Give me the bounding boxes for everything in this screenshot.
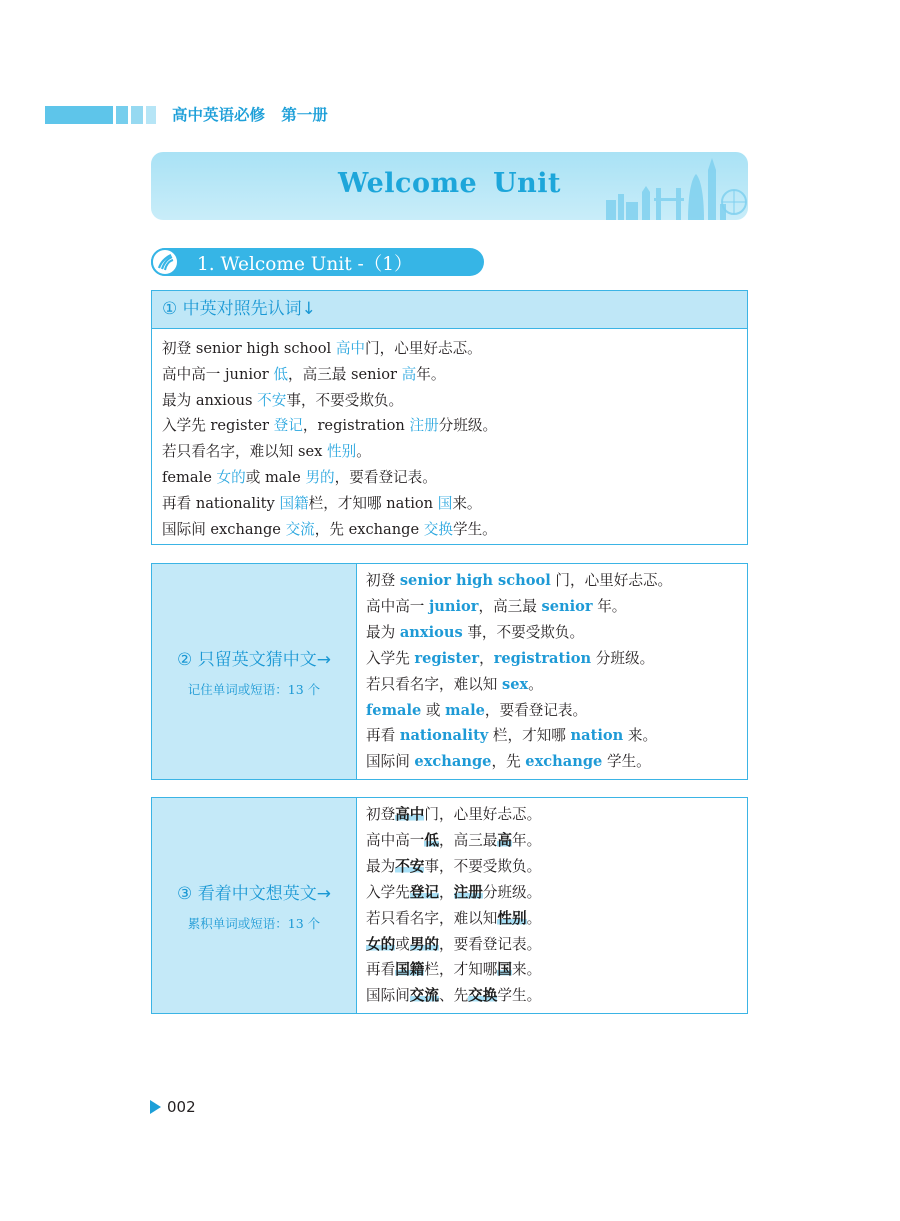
plain-text: 若只看名字，难以知 xyxy=(366,909,498,927)
text-line xyxy=(366,723,747,749)
chinese-only-box xyxy=(151,797,748,1014)
text-line xyxy=(162,491,747,517)
chinese-meaning: 交换 xyxy=(423,520,453,538)
box2-title: ② 只留英文猜中文→ xyxy=(177,650,331,670)
text-line xyxy=(162,439,747,465)
highlighted-keyword: 国籍 xyxy=(395,961,425,979)
plain-text: ，先 exchange xyxy=(314,520,424,538)
plain-text: 栏，才知哪 xyxy=(424,961,498,979)
plain-text: 栏，才知哪 nation xyxy=(308,494,438,512)
plain-text: ，高三最 senior xyxy=(288,365,402,383)
highlighted-keyword: 注册 xyxy=(453,883,483,901)
chinese-meaning: 登记 xyxy=(273,417,303,435)
plain-text: female xyxy=(162,468,217,486)
plain-text: 分班级。 xyxy=(438,417,498,435)
text-line xyxy=(366,568,747,594)
english-keyword: senior high school xyxy=(399,572,551,589)
box3-title: ③ 看着中文想英文→ xyxy=(177,884,331,904)
highlighted-keyword: 高 xyxy=(497,831,512,849)
plain-text: 。 xyxy=(526,909,542,927)
text-line xyxy=(162,413,747,439)
plain-text: ，高三最 xyxy=(478,597,542,615)
chinese-meaning: 低 xyxy=(273,365,289,383)
highlighted-keyword: 女的 xyxy=(366,935,396,953)
text-line xyxy=(162,517,747,543)
plain-text: 分班级。 xyxy=(591,649,655,667)
plain-text: 高中高一 xyxy=(366,597,430,615)
plain-text: ，registration xyxy=(302,417,410,435)
plain-text: 年。 xyxy=(512,831,542,849)
highlighted-keyword: 交流 xyxy=(409,987,439,1005)
box1-lines xyxy=(152,329,747,542)
plain-text: 初登 xyxy=(366,572,400,589)
chinese-meaning: 注册 xyxy=(409,417,439,435)
plain-text: 国际间 xyxy=(366,753,415,771)
plain-text: 学生。 xyxy=(602,753,651,771)
chinese-meaning: 国籍 xyxy=(279,494,309,512)
plain-text: ，要看登记表。 xyxy=(334,468,437,486)
text-line xyxy=(366,698,747,724)
chinese-meaning: 性别 xyxy=(326,443,357,461)
plain-text: 门，心里好忐忑。 xyxy=(550,572,673,589)
highlighted-keyword: 性别 xyxy=(497,909,527,927)
plain-text: 再看 xyxy=(366,961,396,979)
plain-text: 栏，才知哪 xyxy=(488,727,571,745)
plain-text: 事，不要受欺负。 xyxy=(286,391,404,409)
english-keyword: sex xyxy=(501,675,529,693)
english-keyword: female xyxy=(366,701,422,719)
plain-text: ，要看登记表。 xyxy=(439,935,542,953)
english-keyword: senior xyxy=(541,597,593,615)
plain-text: 最为 anxious xyxy=(162,391,258,409)
plain-text: ， xyxy=(439,883,454,901)
page-number-text: 002 xyxy=(167,1098,196,1116)
plain-text: 年。 xyxy=(592,597,627,615)
text-line xyxy=(162,465,747,491)
plain-text: 国际间 xyxy=(366,987,410,1005)
chinese-meaning: 高中 xyxy=(335,340,366,357)
text-line xyxy=(366,749,747,775)
plain-text: 国际间 exchange xyxy=(162,520,286,538)
chinese-meaning: 女的 xyxy=(216,468,246,486)
text-line xyxy=(366,620,747,646)
text-line xyxy=(366,594,747,620)
book-title: 高中英语必修 第一册 xyxy=(172,106,328,124)
chinese-meaning: 交流 xyxy=(285,520,315,538)
plain-text: 高中高一 xyxy=(366,831,425,849)
box1-heading: ① 中英对照先认词↓ xyxy=(152,291,747,329)
plain-text: 或 male xyxy=(245,468,306,486)
chinese-meaning: 不安 xyxy=(257,391,287,409)
section-heading xyxy=(151,248,484,276)
plain-text: 门，心里好忐忑。 xyxy=(424,806,542,823)
plain-text: ，高三最 xyxy=(439,831,498,849)
section-label: 1. Welcome Unit -（1） xyxy=(197,254,413,275)
text-line xyxy=(366,854,747,880)
plain-text: 学生。 xyxy=(452,520,497,538)
chinese-meaning: 男的 xyxy=(305,468,335,486)
pen-icon xyxy=(151,248,179,276)
english-only-box xyxy=(151,563,748,780)
text-line xyxy=(366,880,747,906)
plain-text: 事，不要受欺负。 xyxy=(462,623,585,641)
text-line xyxy=(366,828,747,854)
english-keyword: junior xyxy=(429,597,479,615)
triangle-arrow-icon xyxy=(150,1100,161,1114)
english-keyword: exchange xyxy=(525,753,603,771)
plain-text: 入学先 xyxy=(366,883,410,901)
plain-text: 或 xyxy=(421,701,446,719)
plain-text: 若只看名字，难以知 sex xyxy=(162,443,327,461)
highlighted-keyword: 国 xyxy=(497,961,512,979)
unit-banner xyxy=(151,152,748,220)
box2-label-panel xyxy=(152,564,357,779)
plain-text: ， xyxy=(479,649,494,667)
page-number xyxy=(150,1098,196,1116)
plain-text: 或 xyxy=(395,935,410,953)
highlighted-keyword: 不安 xyxy=(395,857,425,875)
plain-text: 初登 senior high school xyxy=(162,340,336,357)
box3-subtitle: 累积单词或短语：13 个 xyxy=(187,916,321,931)
plain-text: 高中高一 junior xyxy=(162,365,274,383)
english-keyword: male xyxy=(445,701,485,719)
text-line xyxy=(366,983,747,1009)
plain-text: 事，不要受欺负。 xyxy=(424,857,542,875)
highlighted-keyword: 低 xyxy=(424,831,439,849)
plain-text: 学生。 xyxy=(497,987,542,1005)
plain-text: 入学先 register xyxy=(162,417,274,435)
plain-text: 来。 xyxy=(512,961,542,979)
box3-label-panel xyxy=(152,798,357,1013)
plain-text: 最为 xyxy=(366,857,396,875)
unit-title: Welcome Unit xyxy=(337,168,562,199)
plain-text: 来。 xyxy=(623,727,658,745)
english-keyword: anxious xyxy=(399,623,463,641)
box3-lines xyxy=(357,798,747,1013)
london-skyline-illustration xyxy=(598,152,748,220)
plain-text: 来。 xyxy=(452,494,482,512)
plain-text: 最为 xyxy=(366,623,400,641)
plain-text: 再看 xyxy=(366,727,400,745)
plain-text: 。 xyxy=(356,443,371,461)
plain-text: 年。 xyxy=(416,365,446,383)
plain-text: 、先 xyxy=(439,987,469,1005)
text-line xyxy=(366,957,747,983)
highlighted-keyword: 交换 xyxy=(468,987,498,1005)
english-keyword: nation xyxy=(570,727,624,745)
plain-text: 初登 xyxy=(366,806,396,823)
bilingual-vocab-box xyxy=(151,290,748,545)
english-keyword: exchange xyxy=(414,753,492,771)
plain-text: 。 xyxy=(528,675,543,693)
plain-text: 分班级。 xyxy=(482,883,542,901)
text-line xyxy=(366,802,747,828)
english-keyword: register xyxy=(414,649,480,667)
text-line xyxy=(366,906,747,932)
text-line xyxy=(366,672,747,698)
plain-text: ，要看登记表。 xyxy=(484,701,588,719)
text-line xyxy=(366,932,747,958)
plain-text: 门，心里好忐忑。 xyxy=(365,340,482,357)
chinese-meaning: 高 xyxy=(401,365,417,383)
chinese-meaning: 国 xyxy=(437,494,453,512)
text-line xyxy=(162,388,747,414)
text-line xyxy=(162,336,747,362)
plain-text: ，先 xyxy=(491,753,526,771)
highlighted-keyword: 高中 xyxy=(395,806,425,823)
text-line xyxy=(366,646,747,672)
english-keyword: registration xyxy=(493,649,592,667)
text-line xyxy=(162,362,747,388)
box2-subtitle: 记住单词或短语：13 个 xyxy=(187,682,321,697)
highlighted-keyword: 登记 xyxy=(409,883,439,901)
plain-text: 若只看名字，难以知 xyxy=(366,675,502,693)
english-keyword: nationality xyxy=(399,727,489,745)
plain-text: 再看 nationality xyxy=(162,494,280,512)
highlighted-keyword: 男的 xyxy=(409,935,440,953)
plain-text: 入学先 xyxy=(366,649,415,667)
box2-lines xyxy=(357,564,747,779)
